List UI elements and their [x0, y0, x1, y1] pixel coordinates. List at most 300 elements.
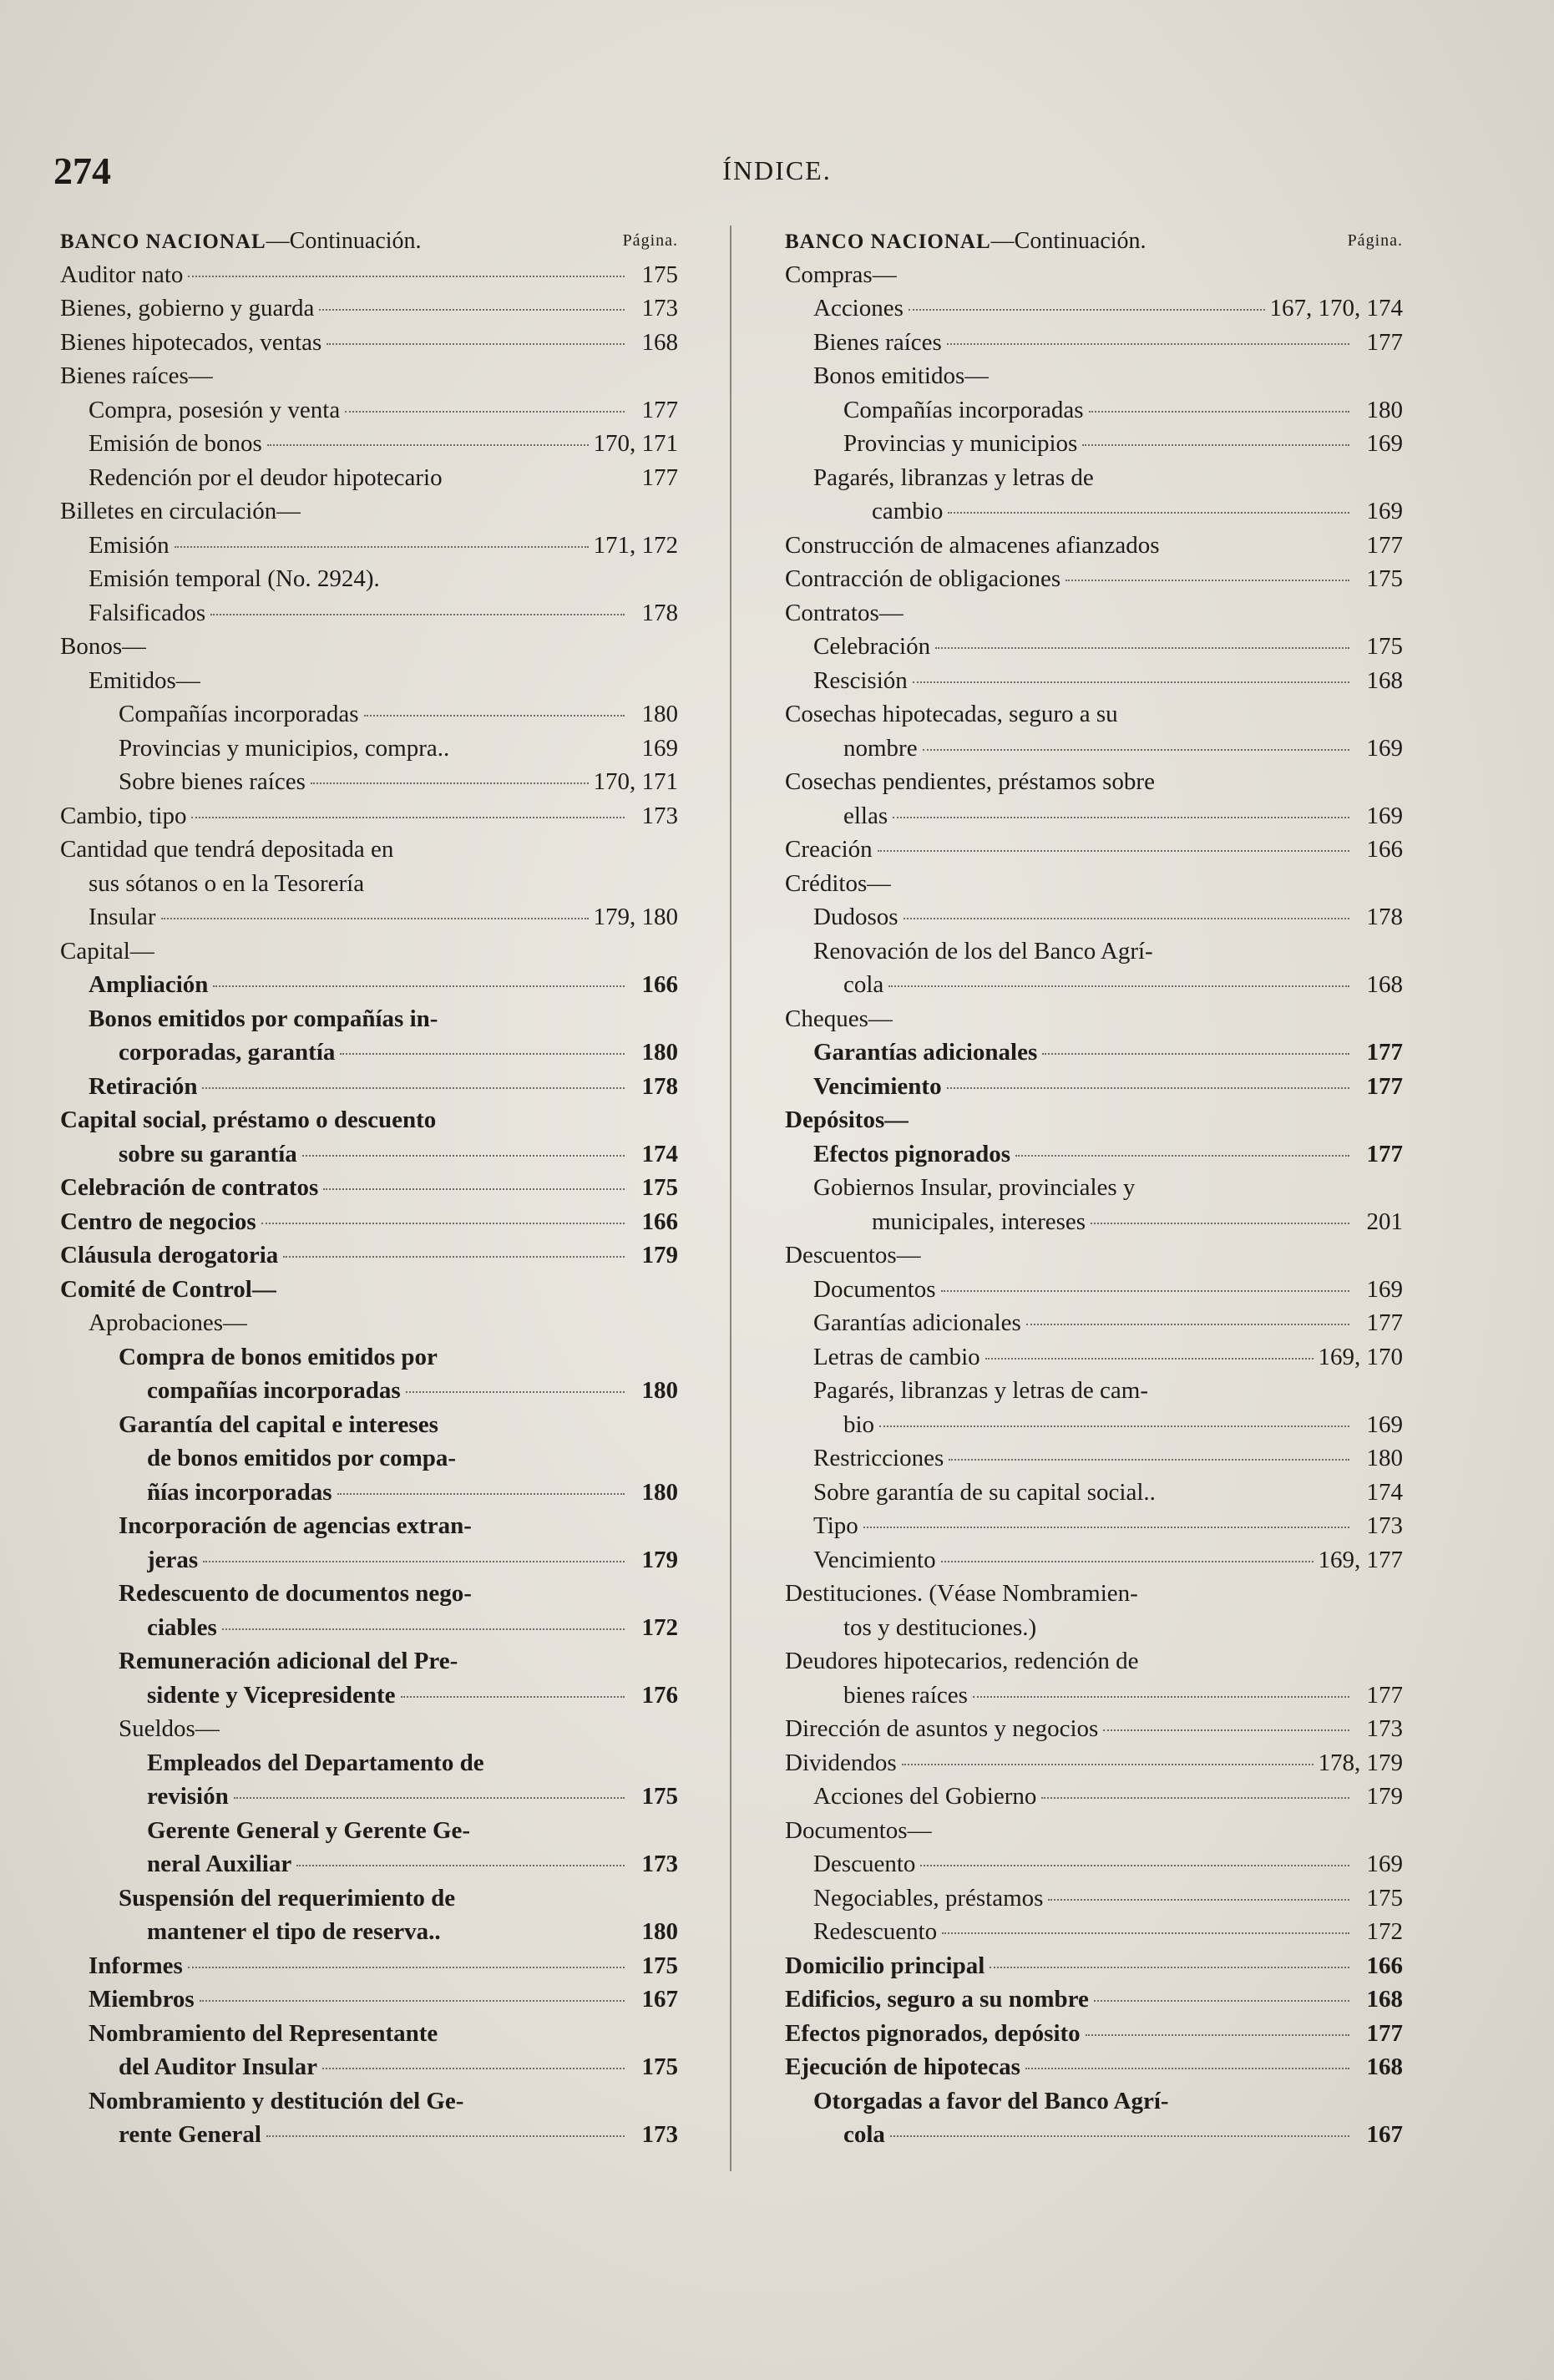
index-entry-text: Ejecución de hipotecas [785, 2053, 1020, 2080]
index-entry-text: Pagarés, libranzas y letras de cam- [813, 1377, 1148, 1404]
page-reference: 169 [1366, 1275, 1403, 1303]
page-reference: 167 [1366, 2121, 1403, 2148]
column-header [785, 224, 1403, 258]
index-entry [60, 2017, 678, 2051]
index-entry [785, 934, 1403, 969]
index-entry [60, 461, 678, 495]
index-entry [785, 2118, 1403, 2152]
dot-leader [234, 1797, 625, 1799]
page-reference: 180 [641, 1478, 678, 1506]
index-entry [60, 1103, 678, 1137]
dot-leader [202, 1087, 625, 1089]
index-entry-text: cola [843, 2121, 885, 2148]
index-entry [60, 1273, 678, 1307]
index-entry [60, 1238, 678, 1273]
index-entry-text: Dirección de asuntos y negocios [785, 1715, 1099, 1742]
column-header-page-label: Página. [622, 231, 678, 250]
index-entry [785, 291, 1403, 326]
column-divider [730, 225, 731, 2171]
index-entry-text: Compra, posesión y venta [89, 396, 341, 423]
page-reference: 167, 170, 174 [1269, 295, 1403, 322]
dot-leader [948, 512, 1349, 514]
index-entry [60, 1915, 678, 1949]
index-entry-text: Ampliación [89, 971, 209, 998]
dot-leader [345, 411, 625, 413]
index-entry-text: municipales, intereses [872, 1208, 1086, 1235]
page-reference: 177 [1366, 328, 1403, 356]
page-reference: 175 [641, 1783, 678, 1810]
index-entry [785, 1881, 1403, 1916]
dot-leader [973, 1696, 1349, 1698]
index-entry-text: Insular [89, 904, 156, 930]
dot-leader [1091, 1223, 1349, 1224]
right-column [785, 224, 1403, 2152]
index-entry [60, 900, 678, 934]
index-entry-text: Emisión [89, 531, 170, 559]
index-entries [60, 258, 678, 2152]
index-entry [785, 494, 1403, 529]
page-reference: 169 [641, 734, 678, 762]
index-entry-text: Bonos emitidos por compañías in- [89, 1005, 438, 1032]
index-entry [785, 1543, 1403, 1577]
index-entry [60, 833, 678, 867]
dot-leader [1048, 1899, 1349, 1901]
index-entry-text: Gerente General y Gerente Ge- [147, 1816, 471, 1844]
dot-leader [893, 817, 1349, 818]
page-reference: 201 [1366, 1208, 1403, 1235]
page-reference: 179 [1366, 1783, 1403, 1810]
dot-leader [1094, 2000, 1349, 2002]
index-entry [785, 1374, 1403, 1408]
index-entry-text: Garantía del capital e intereses [119, 1410, 438, 1438]
index-entry-text: Celebración [813, 633, 931, 660]
dot-leader [863, 1527, 1349, 1528]
index-entry [60, 1441, 678, 1476]
index-entry-text: Auditor nato [60, 261, 184, 288]
index-entry [785, 1746, 1403, 1780]
index-entry-text: Redención por el deudor hipotecario [89, 463, 443, 491]
index-entry [60, 359, 678, 393]
index-entry [785, 833, 1403, 867]
index-entry [785, 1036, 1403, 1070]
index-entry [785, 393, 1403, 428]
page-reference: 172 [641, 1613, 678, 1641]
page-reference: 172 [1366, 1918, 1403, 1945]
index-entry [785, 1306, 1403, 1340]
index-entry [60, 934, 678, 969]
index-entry [60, 1408, 678, 1442]
index-entry [60, 1611, 678, 1645]
index-entry [785, 765, 1403, 799]
index-entry [60, 2118, 678, 2152]
index-entry [785, 1679, 1403, 1713]
index-entries [785, 258, 1403, 2152]
dot-leader [323, 1188, 625, 1190]
page-reference: 175 [1366, 565, 1403, 592]
index-entry-text: Sobre garantía de su capital social.. [813, 1478, 1156, 1506]
index-entry-text: sobre su garantía [119, 1140, 297, 1167]
page-reference: 173 [641, 802, 678, 829]
index-entry [785, 1002, 1403, 1036]
page-reference: 173 [1366, 1512, 1403, 1539]
page-reference: 173 [1366, 1715, 1403, 1742]
page-reference: 169 [1366, 1410, 1403, 1438]
index-entry-text: Bonos emitidos— [813, 362, 990, 389]
index-entry-text: Rescisión [813, 666, 908, 694]
index-entry-text: nombre [843, 734, 918, 762]
index-entry-text: Contracción de obligaciones [785, 565, 1061, 592]
column-header-continuation: —Continuación. [990, 228, 1147, 254]
index-entry-text: Retiración [89, 1072, 198, 1100]
index-entry-text: mantener el tipo de reserva.. [147, 1918, 441, 1945]
index-entry-text: sidente y Vicepresidente [147, 1681, 396, 1709]
index-entry-text: Cosechas hipotecadas, seguro a su [785, 701, 1118, 727]
dot-leader [364, 715, 625, 717]
column-header-continuation: —Continuación. [266, 228, 422, 254]
index-entry [785, 1340, 1403, 1375]
index-entry [785, 2084, 1403, 2119]
index-entry-text: Gobiernos Insular, provinciales y [813, 1174, 1136, 1201]
index-entry-text: Centro de negocios [60, 1208, 256, 1235]
dot-leader [935, 647, 1349, 649]
index-entry [60, 1847, 678, 1881]
page-reference: 171, 172 [593, 531, 678, 559]
index-entry [60, 1036, 678, 1070]
page-reference: 177 [1366, 2019, 1403, 2047]
index-entry-text: Edificios, seguro a su nombre [785, 1986, 1089, 2013]
dot-leader [322, 2068, 625, 2069]
page-reference: 168 [1366, 666, 1403, 694]
index-entry-text: Comité de Control— [60, 1275, 276, 1303]
index-entry [60, 258, 678, 292]
index-entry-text: Provincias y municipios [843, 430, 1078, 457]
index-entry [60, 765, 678, 799]
index-entry-text: Emisión de bonos [89, 430, 262, 457]
index-entry [785, 2050, 1403, 2084]
page-reference: 180 [641, 701, 678, 727]
index-entry [60, 1340, 678, 1375]
index-entry-text: Restricciones [813, 1445, 944, 1471]
index-entry-text: Cambio, tipo [60, 802, 187, 829]
index-entry [785, 1103, 1403, 1137]
index-entry-text: ellas [843, 802, 888, 829]
index-entry-text: Bienes, gobierno y guarda [60, 295, 315, 322]
dot-leader [904, 918, 1349, 919]
index-entry [60, 1577, 678, 1611]
index-entry-text: ñías incorporadas [147, 1478, 332, 1506]
dot-leader [210, 614, 625, 615]
page-reference: 170, 171 [593, 430, 678, 457]
index-entry [60, 427, 678, 461]
dot-leader [1086, 2034, 1349, 2036]
index-entry-text: bio [843, 1410, 875, 1438]
page-reference: 167 [641, 1986, 678, 2013]
index-entry-text: Suspensión del requerimiento de [119, 1884, 456, 1912]
index-entry-text: Acciones del Gobierno [813, 1783, 1037, 1810]
index-entry [785, 799, 1403, 833]
index-entry-text: Cosechas pendientes, préstamos sobre [785, 768, 1155, 795]
index-entry-text: Contratos— [785, 599, 904, 626]
page-reference: 177 [1366, 531, 1403, 559]
index-entry [60, 562, 678, 596]
dot-leader [947, 343, 1349, 345]
index-entry [60, 2050, 678, 2084]
dot-leader [1103, 1729, 1349, 1731]
index-entry [60, 1982, 678, 2017]
index-entry [60, 1509, 678, 1543]
index-entry-text: Dividendos [785, 1749, 897, 1776]
page-reference: 174 [1366, 1478, 1403, 1506]
index-entry-text: neral Auxiliar [147, 1851, 292, 1877]
running-head: ÍNDICE. [722, 155, 832, 185]
index-entry-text: Aprobaciones— [89, 1309, 248, 1336]
dot-leader [302, 1155, 625, 1157]
dot-leader [909, 309, 1265, 311]
index-entry-text: Pagarés, libranzas y letras de [813, 463, 1094, 491]
page-reference: 174 [641, 1140, 678, 1167]
left-column [60, 224, 678, 2152]
page-reference: 173 [641, 1851, 678, 1877]
index-entry [785, 1577, 1403, 1611]
index-entry-text: Sueldos— [119, 1715, 220, 1742]
index-entry [60, 596, 678, 630]
index-entry [785, 867, 1403, 901]
index-entry-text: Dudosos [813, 904, 898, 930]
page-reference: 169 [1366, 1851, 1403, 1877]
dot-leader [949, 1459, 1349, 1461]
index-entry [785, 2017, 1403, 2051]
page-reference: 180 [1366, 1445, 1403, 1471]
index-entry-text: del Auditor Insular [119, 2053, 317, 2080]
index-entry [60, 326, 678, 360]
page-reference: 168 [1366, 2053, 1403, 2080]
index-entry-text: Billetes en circulación— [60, 498, 301, 524]
page-reference: 166 [1366, 1952, 1403, 1979]
index-entry [785, 1070, 1403, 1104]
index-entry [60, 1171, 678, 1205]
index-entry [785, 359, 1403, 393]
index-entry-text: rente General [119, 2121, 261, 2148]
index-entry [785, 258, 1403, 292]
index-entry [60, 1780, 678, 1814]
index-entry-text: Efectos pignorados [813, 1140, 1011, 1167]
page-reference: 169 [1366, 430, 1403, 457]
column-header [60, 224, 678, 258]
index-entry [785, 562, 1403, 596]
dot-leader [985, 1358, 1314, 1360]
dot-leader [175, 546, 589, 548]
index-entry [785, 1238, 1403, 1273]
index-entry-text: Bienes raíces— [60, 362, 213, 389]
index-entry [60, 1306, 678, 1340]
index-entry-text: jeras [147, 1546, 199, 1573]
page-reference: 179 [641, 1546, 678, 1573]
dot-leader [203, 1561, 625, 1562]
index-entry-text: Incorporación de agencias extran- [119, 1512, 472, 1539]
column-header-title: BANCO NACIONAL [60, 230, 266, 253]
dot-leader [337, 1493, 625, 1495]
index-entry [60, 1543, 678, 1577]
index-entry-text: Remuneración adicional del Pre- [119, 1648, 458, 1674]
index-entry-text: de bonos emitidos por compa- [147, 1445, 457, 1471]
page-reference: 178 [641, 599, 678, 626]
page-reference: 168 [641, 328, 678, 356]
index-entry [60, 697, 678, 732]
dot-leader [200, 2000, 625, 2002]
index-entry [60, 529, 678, 563]
index-entry [785, 630, 1403, 664]
index-entry [785, 326, 1403, 360]
index-entry [60, 1002, 678, 1036]
index-entry [60, 732, 678, 766]
index-entry [60, 1644, 678, 1679]
page-reference: 175 [641, 2053, 678, 2080]
index-entry-text: Acciones [813, 295, 904, 322]
index-entry-text: Garantías adicionales [813, 1309, 1021, 1336]
page-reference: 180 [641, 1039, 678, 1066]
page-reference: 169 [1366, 734, 1403, 762]
index-entry [785, 1205, 1403, 1239]
dot-leader [266, 2135, 625, 2137]
page-reference: 175 [641, 1174, 678, 1201]
page-reference: 169 [1366, 498, 1403, 524]
index-entry-text: Provincias y municipios, compra.. [119, 734, 450, 762]
index-entry-text: Emitidos— [89, 666, 200, 694]
index-entry [60, 1476, 678, 1510]
index-entry [785, 1915, 1403, 1949]
dot-leader [947, 1087, 1349, 1089]
dot-leader [267, 444, 589, 446]
index-entry-text: Otorgadas a favor del Banco Agrí- [813, 2087, 1169, 2114]
index-entry-text: Capital— [60, 937, 154, 965]
dot-leader [326, 343, 625, 345]
dot-leader [1041, 1797, 1349, 1799]
index-entry-text: Destituciones. (Véase Nombramien- [785, 1580, 1138, 1607]
dot-leader [1089, 411, 1349, 413]
index-entry-text: cambio [872, 498, 944, 524]
page-reference: 175 [641, 261, 678, 288]
dot-leader [878, 850, 1349, 852]
page-reference: 175 [1366, 633, 1403, 660]
index-entry-text: Deudores hipotecarios, redención de [785, 1648, 1139, 1674]
index-entry-text: Negociables, préstamos [813, 1884, 1044, 1912]
dot-leader [1042, 1053, 1349, 1055]
dot-leader [311, 782, 589, 784]
index-entry-text: Cantidad que tendrá depositada en [60, 836, 394, 863]
dot-leader [1025, 2068, 1349, 2069]
dot-leader [888, 985, 1349, 987]
index-entry-text: Descuentos— [785, 1242, 921, 1268]
dot-leader [213, 985, 625, 987]
index-entry-text: Garantías adicionales [813, 1039, 1038, 1066]
dot-leader [941, 1561, 1314, 1562]
dot-leader [920, 1865, 1349, 1866]
dot-leader [188, 1967, 625, 1968]
index-entry [60, 1137, 678, 1172]
index-entry [785, 1171, 1403, 1205]
column-header-title: BANCO NACIONAL [785, 230, 991, 253]
index-entry [785, 1982, 1403, 2017]
dot-leader [283, 1256, 625, 1258]
index-entry-text: Creación [785, 836, 873, 863]
index-entry [785, 1476, 1403, 1510]
index-entry-text: Falsificados [89, 599, 206, 626]
page-reference: 169, 177 [1318, 1546, 1403, 1573]
index-entry [785, 664, 1403, 698]
index-entry [785, 529, 1403, 563]
index-entry-text: Créditos— [785, 869, 892, 897]
index-entry [60, 1205, 678, 1239]
index-entry [785, 596, 1403, 630]
index-entry-text: Renovación de los del Banco Agrí- [813, 937, 1153, 965]
index-entry-text: Compras— [785, 261, 897, 288]
index-entry [60, 1070, 678, 1104]
index-entry-text: Vencimiento [813, 1072, 942, 1100]
page-reference: 179 [641, 1242, 678, 1268]
dot-leader [191, 817, 625, 818]
index-entry [60, 1679, 678, 1713]
page-reference: 180 [641, 1377, 678, 1404]
page-reference: 168 [1366, 1986, 1403, 2013]
index-entry [785, 1847, 1403, 1881]
index-entry [60, 867, 678, 901]
index-entry [60, 968, 678, 1002]
page-reference: 180 [641, 1918, 678, 1945]
dot-leader [319, 309, 625, 311]
index-entry [60, 1746, 678, 1780]
dot-leader [941, 1290, 1349, 1292]
dot-leader [296, 1865, 625, 1866]
index-entry-text: Documentos— [785, 1816, 932, 1844]
dot-leader [913, 681, 1349, 683]
index-entry [785, 427, 1403, 461]
dot-leader [902, 1764, 1314, 1765]
page-reference: 166 [641, 1208, 678, 1235]
index-entry [785, 1408, 1403, 1442]
index-entry [60, 630, 678, 664]
index-entry-text: ciables [147, 1613, 217, 1641]
index-entry [785, 1273, 1403, 1307]
page-reference: 166 [641, 971, 678, 998]
index-entry-text: Vencimiento [813, 1546, 936, 1573]
page-reference: 177 [641, 396, 678, 423]
page-reference: 176 [641, 1681, 678, 1709]
page-reference: 175 [641, 1952, 678, 1979]
page-reference: 168 [1366, 971, 1403, 998]
dot-leader [261, 1223, 625, 1224]
index-entry-text: Construcción de almacenes afianzados [785, 531, 1160, 559]
dot-leader [161, 918, 589, 919]
index-entry-text: revisión [147, 1783, 229, 1810]
index-entry-text: Celebración de contratos [60, 1174, 319, 1201]
dot-leader [401, 1696, 625, 1698]
index-entry [60, 799, 678, 833]
index-entry-text: cola [843, 971, 884, 998]
index-entry [60, 1949, 678, 1983]
page-reference: 178, 179 [1318, 1749, 1403, 1776]
page-reference: 178 [1366, 904, 1403, 930]
page-reference: 179, 180 [593, 904, 678, 930]
index-entry-text: Redescuento [813, 1918, 938, 1945]
index-entry-text: Empleados del Departamento de [147, 1749, 484, 1776]
index-entry-text: Miembros [89, 1986, 195, 2013]
index-entry [60, 2084, 678, 2119]
dot-leader [1082, 444, 1349, 446]
index-entry-text: Tipo [813, 1512, 858, 1539]
index-entry-text: Letras de cambio [813, 1343, 980, 1370]
index-entry-text: Nombramiento del Representante [89, 2019, 438, 2047]
page-reference: 177 [1366, 1072, 1403, 1100]
